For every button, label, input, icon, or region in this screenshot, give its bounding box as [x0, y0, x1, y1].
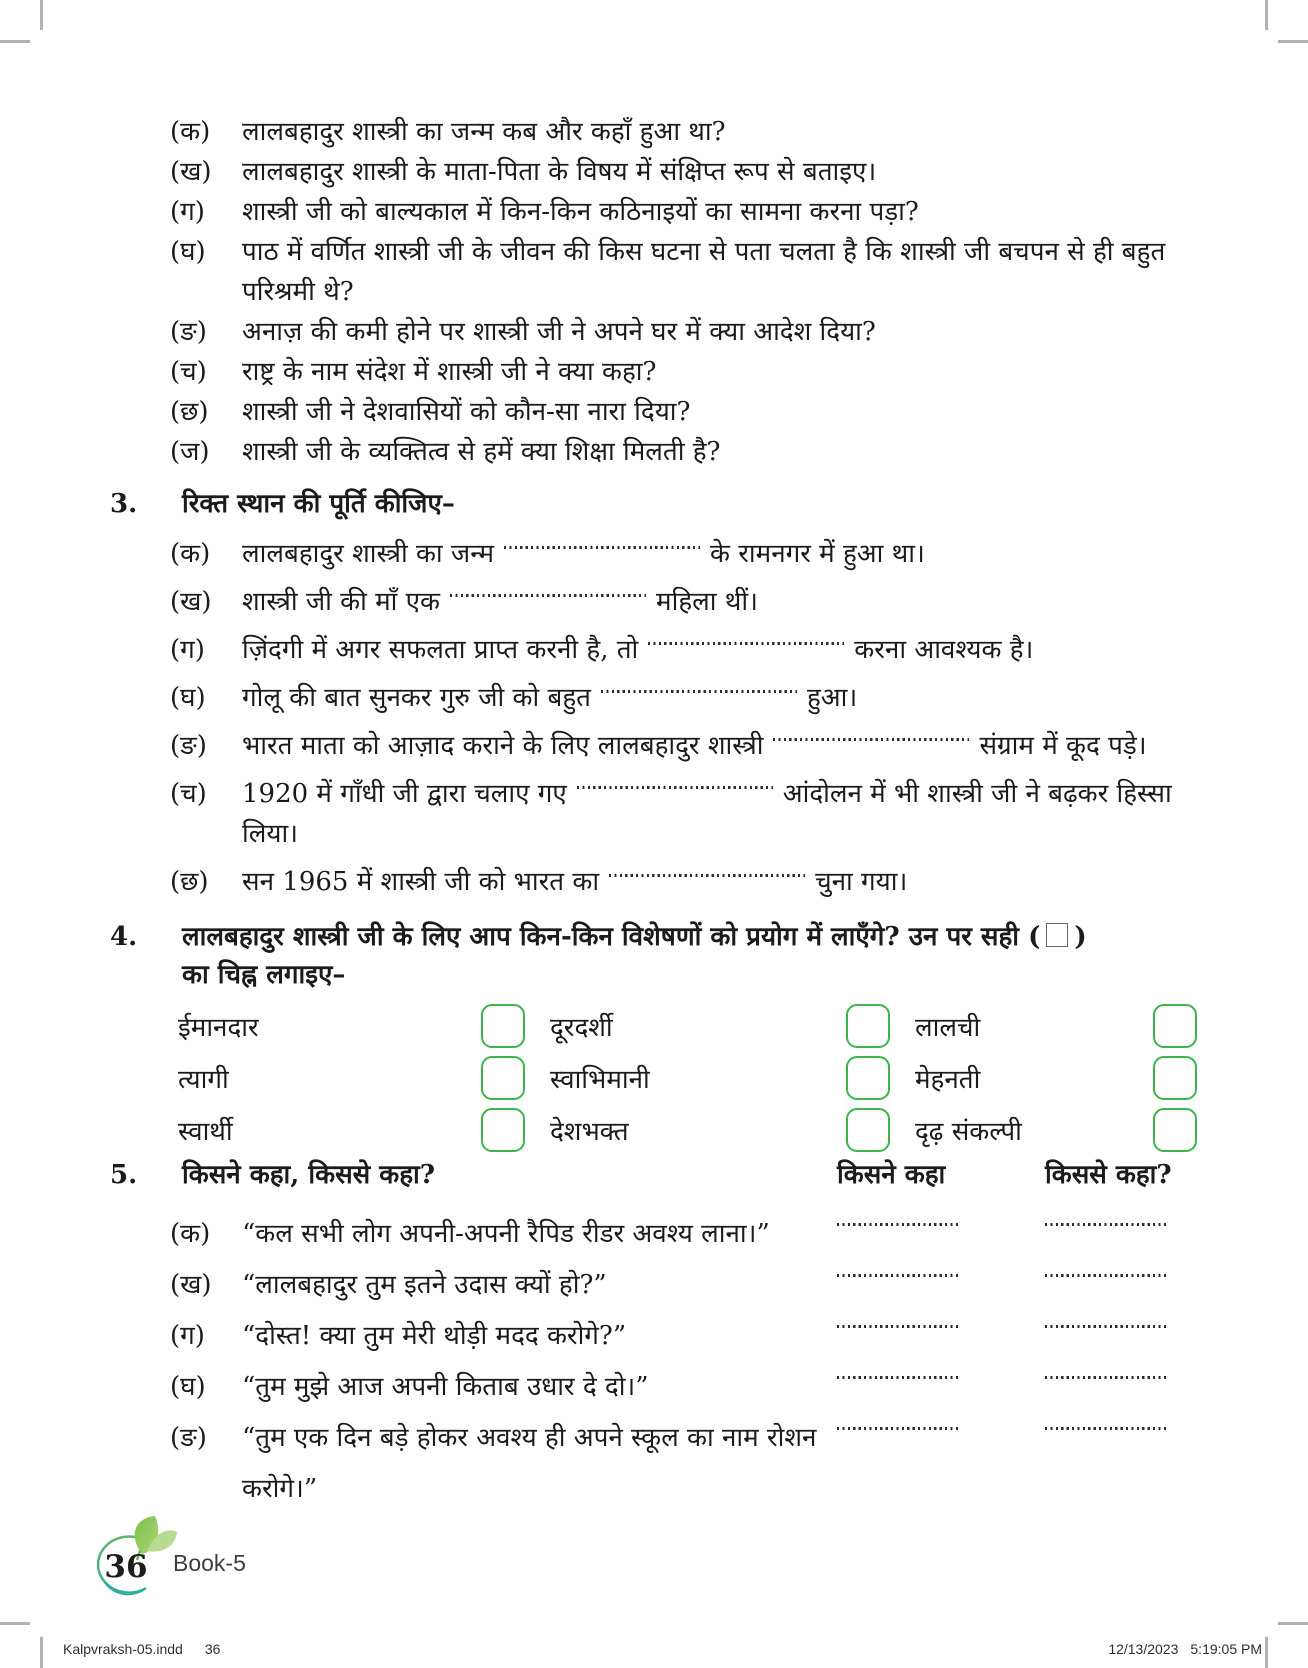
adjective-label: लालची [915, 1013, 981, 1043]
answer-blank [1045, 1427, 1169, 1430]
fill-blank [450, 594, 646, 597]
print-time: 5:19:05 PM [1190, 1641, 1262, 1657]
item-marker: (ख) [170, 587, 212, 617]
section-fill-in-the-blanks [110, 484, 1205, 910]
item-marker: (क) [170, 117, 211, 147]
item-text [242, 582, 1205, 622]
adjective-grid [110, 1004, 1205, 1152]
tick-placeholder-box [1046, 923, 1068, 947]
item-marker: (क) [170, 1219, 211, 1249]
text-after-blank: आंदोलन में भी शास्त्री जी ने बढ़कर हिस्सा लिया। [242, 779, 1172, 849]
item-marker: (छ) [170, 867, 209, 897]
answer-col-who [837, 1311, 1045, 1328]
crop-mark [1278, 40, 1308, 43]
section-number: 5. [110, 1160, 138, 1190]
section-title-line2: का चिह्न लगाइए– [182, 960, 346, 990]
section-heading [110, 1155, 1205, 1195]
answer-blank [837, 1376, 961, 1379]
text-before-blank: भारत माता को आज़ाद कराने के लिए लालबहादुर शास्त्री [242, 731, 764, 761]
item-text: पाठ में वर्णित शास्त्री जी के जीवन की किस घटना से पता चलता है कि शास्त्री जी बचपन से ही बहुत परिश्रमी थे? [242, 237, 1166, 307]
text-before-blank: लालबहादुर शास्त्री का जन्म [242, 539, 495, 569]
section-title-text: लालबहादुर शास्त्री जी के लिए आप किन-किन विशेषणों को प्रयोग में लाएँगे? उन पर सही ( [182, 922, 1041, 952]
item-marker: (ङ) [170, 731, 207, 761]
item-text [242, 862, 1205, 902]
answer-blank [1045, 1325, 1169, 1328]
text-after-blank: महिला थीं। [656, 587, 758, 617]
item-text: शास्त्री जी ने देशवासियों को कौन-सा नारा दिया? [242, 397, 691, 427]
text-before-blank: सन 1965 में शास्त्री जी को भारत का [242, 867, 600, 897]
adjective-label: मेहनती [915, 1065, 981, 1095]
crop-mark [1265, 1637, 1268, 1668]
book-label: Book-5 [173, 1550, 246, 1576]
item-text: लालबहादुर शास्त्री का जन्म कब और कहाँ हुआ था? [242, 117, 726, 147]
answer-blank [837, 1427, 961, 1430]
crop-mark [0, 1622, 30, 1625]
item-marker: (घ) [170, 683, 206, 713]
crop-mark [1278, 1622, 1308, 1625]
question-item [110, 432, 1205, 472]
crop-mark [0, 40, 30, 43]
quote-row [110, 1209, 1205, 1260]
adjective-row [178, 1056, 1205, 1100]
fill-item [110, 630, 1205, 670]
answer-col-who [837, 1413, 1045, 1430]
item-marker: (छ) [170, 397, 209, 427]
item-marker: (घ) [170, 1372, 206, 1402]
item-marker: (ग) [170, 197, 205, 227]
item-text [242, 630, 1205, 670]
text-before-blank: गोलू की बात सुनकर गुरु जी को बहुत [242, 683, 591, 713]
adjective-checkbox[interactable] [481, 1108, 525, 1152]
answer-blank [1045, 1376, 1169, 1379]
item-text: शास्त्री जी के व्यक्तित्व से हमें क्या शिक्षा मिलती है? [242, 437, 721, 467]
section-title [182, 918, 1205, 994]
adjective-checkbox[interactable] [481, 1056, 525, 1100]
answer-blank [837, 1325, 961, 1328]
answer-col-who [837, 1209, 1045, 1226]
text-before-blank: ज़िंदगी में अगर सफलता प्राप्त करनी है, तो [242, 635, 639, 665]
answer-blank [1045, 1223, 1169, 1226]
text-after-blank: के रामनगर में हुआ था। [710, 539, 925, 569]
crop-mark [40, 0, 43, 30]
item-text: राष्ट्र के नाम संदेश में शास्त्री जी ने क्या कहा? [242, 357, 657, 387]
item-marker: (ग) [170, 635, 205, 665]
fill-blank [648, 642, 844, 645]
adjective-label: स्वाभिमानी [550, 1065, 650, 1095]
quote-text: “लालबहादुर तुम इतने उदास क्यों हो?” [242, 1270, 607, 1300]
item-text [242, 678, 1205, 718]
item-text [242, 726, 1205, 766]
section-who-said [110, 1155, 1205, 1515]
answer-blank [837, 1274, 961, 1277]
section-heading [110, 484, 1205, 524]
item-marker: (च) [170, 357, 207, 387]
fill-item [110, 678, 1205, 718]
crop-mark [1265, 0, 1268, 30]
fill-item [110, 774, 1205, 854]
fill-blank [601, 690, 797, 693]
section-title: किसने कहा, किससे कहा? [182, 1160, 436, 1190]
quote-text: “तुम एक दिन बड़े होकर अवश्य ही अपने स्कूल का नाम रोशन करोगे।” [242, 1423, 817, 1504]
text-after-blank: करना आवश्यक है। [854, 635, 1034, 665]
adjective-label: ईमानदार [178, 1013, 259, 1043]
fill-blank [773, 738, 969, 741]
question-item [110, 352, 1205, 392]
adjective-row [178, 1004, 1205, 1048]
text-before-blank: 1920 में गाँधी जी द्वारा चलाए गए [242, 779, 567, 809]
question-item [110, 232, 1205, 312]
answer-col-whom [1045, 1413, 1205, 1430]
item-marker: (च) [170, 779, 207, 809]
text-after-blank: संग्राम में कूद पड़े। [979, 731, 1147, 761]
adjective-label: देशभक्त [550, 1117, 629, 1147]
section-heading [110, 918, 1205, 994]
item-marker: (ङ) [170, 1423, 207, 1453]
item-marker: (क) [170, 539, 211, 569]
adjective-label: स्वार्थी [178, 1117, 233, 1147]
question-item [110, 192, 1205, 232]
item-text [242, 534, 1205, 574]
page-number: 36 [104, 1549, 148, 1585]
adjective-checkbox[interactable] [1153, 1108, 1197, 1152]
adjective-label: दृढ़ संकल्पी [915, 1117, 1022, 1147]
adjective-label: त्यागी [178, 1065, 229, 1095]
text-after-blank: हुआ। [806, 683, 858, 713]
adjective-label: दूरदर्शी [550, 1013, 613, 1043]
item-marker: (ग) [170, 1321, 205, 1351]
adjective-checkbox[interactable] [1153, 1056, 1197, 1100]
item-text: लालबहादुर शास्त्री के माता-पिता के विषय में संक्षिप्त रूप से बताइए। [242, 157, 877, 187]
item-marker: (घ) [170, 237, 206, 267]
answer-col-who [837, 1260, 1045, 1277]
fill-item [110, 582, 1205, 622]
answer-blank [1045, 1274, 1169, 1277]
fill-item [110, 862, 1205, 902]
fill-item [110, 534, 1205, 574]
item-text: शास्त्री जी को बाल्यकाल में किन-किन कठिनाइयों का सामना करना पड़ा? [242, 197, 919, 227]
section-adjective-checklist [110, 918, 1205, 1160]
item-marker: (ख) [170, 1270, 212, 1300]
question-item [110, 112, 1205, 152]
question-list [110, 112, 1205, 472]
adjective-row [178, 1108, 1205, 1152]
item-marker: (ज) [170, 437, 210, 467]
fill-blank [504, 546, 700, 549]
adjective-checkbox[interactable] [846, 1056, 890, 1100]
question-item [110, 152, 1205, 192]
answer-col-who [837, 1362, 1045, 1379]
column-header-to-whom: किससे कहा? [1045, 1160, 1172, 1190]
fill-blank [609, 874, 805, 877]
fill-blank [577, 786, 773, 789]
answer-col-whom [1045, 1362, 1205, 1379]
answer-col-whom [1045, 1311, 1205, 1328]
crop-mark [40, 1637, 43, 1668]
text-before-blank: शास्त्री जी की माँ एक [242, 587, 441, 617]
quote-text: “तुम मुझे आज अपनी किताब उधार दे दो।” [242, 1372, 649, 1402]
question-item [110, 312, 1205, 352]
adjective-checkbox[interactable] [481, 1004, 525, 1048]
quote-row [110, 1311, 1205, 1362]
quote-row [110, 1413, 1205, 1515]
quote-row [110, 1362, 1205, 1413]
fill-item [110, 726, 1205, 766]
print-file-info [63, 1641, 220, 1657]
text-after-blank: चुना गया। [815, 867, 908, 897]
print-date: 12/13/2023 [1108, 1641, 1179, 1657]
quote-text: “दोस्त! क्या तुम मेरी थोड़ी मदद करोगे?” [242, 1321, 627, 1351]
adjective-checkbox[interactable] [846, 1108, 890, 1152]
print-timestamp [1108, 1641, 1262, 1657]
adjective-checkbox[interactable] [1153, 1004, 1197, 1048]
section-title-text: ) [1074, 922, 1087, 952]
file-page: 36 [204, 1641, 221, 1657]
section-number: 3. [110, 489, 138, 519]
file-name: Kalpvraksh-05.indd [63, 1641, 183, 1657]
item-text: अनाज़ की कमी होने पर शास्त्री जी ने अपने घर में क्या आदेश दिया? [242, 317, 876, 347]
quote-text: “कल सभी लोग अपनी-अपनी रैपिड रीडर अवश्य लाना।” [242, 1219, 770, 1249]
answer-col-whom [1045, 1260, 1205, 1277]
quote-row [110, 1260, 1205, 1311]
item-marker: (ख) [170, 157, 212, 187]
item-marker: (ङ) [170, 317, 207, 347]
answer-col-whom [1045, 1209, 1205, 1226]
adjective-checkbox[interactable] [846, 1004, 890, 1048]
section-title: रिक्त स्थान की पूर्ति कीजिए– [182, 489, 455, 519]
item-text [242, 774, 1205, 854]
question-item [110, 392, 1205, 432]
column-header-who-said: किसने कहा [837, 1160, 946, 1190]
section-number: 4. [110, 922, 138, 952]
answer-blank [837, 1223, 961, 1226]
